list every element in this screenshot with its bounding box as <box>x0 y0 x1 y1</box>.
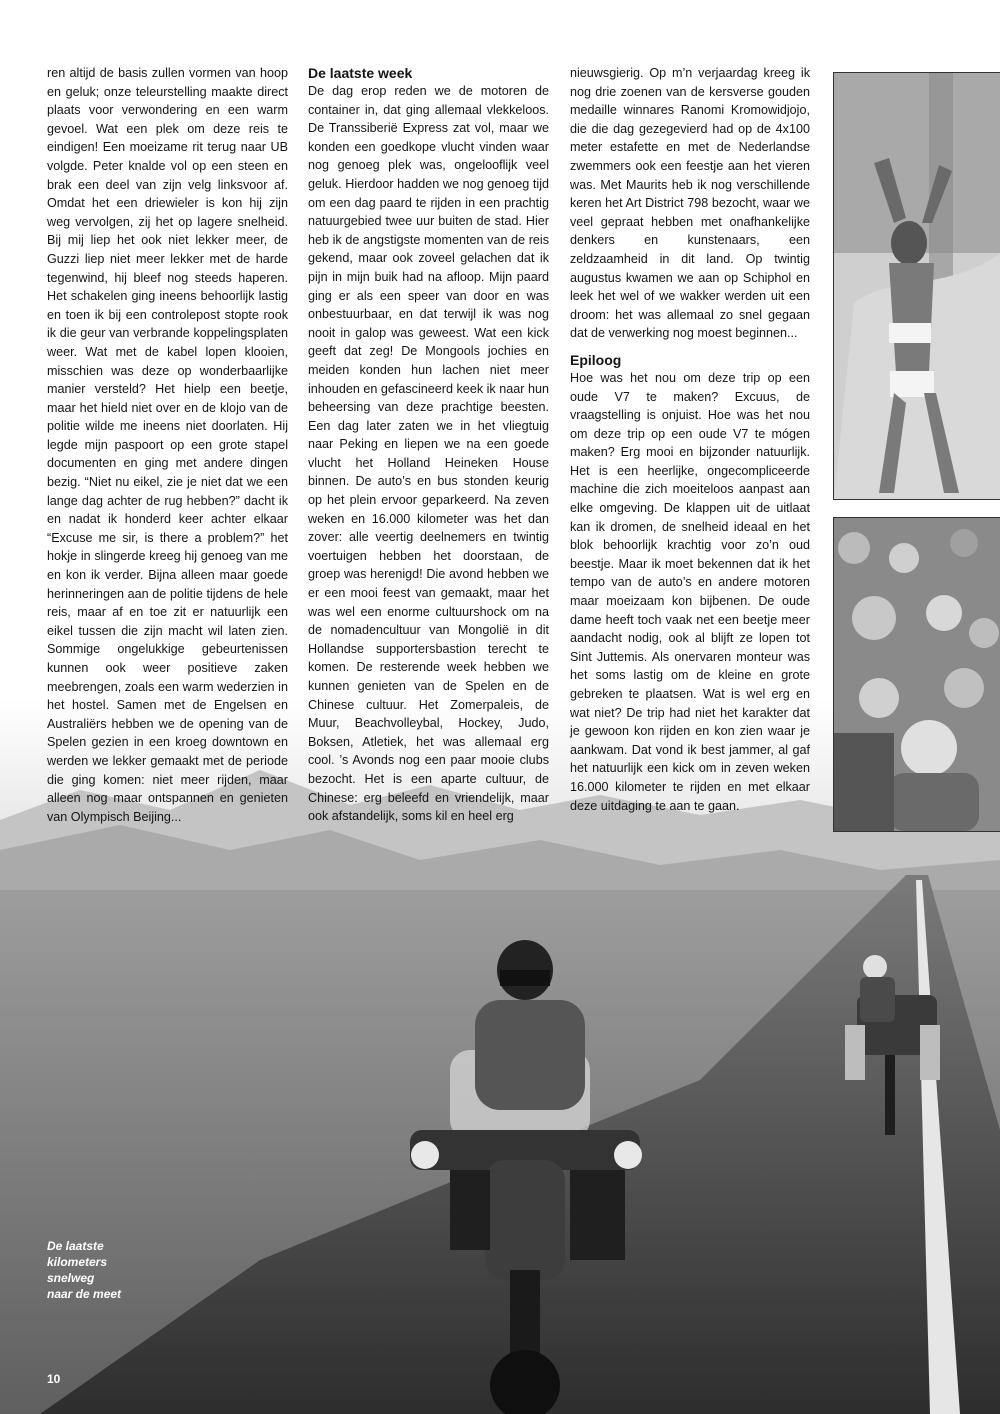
section-heading: Epiloog <box>570 351 622 368</box>
page-number: 10 <box>47 1372 61 1386</box>
caption-line: snelweg <box>47 1271 95 1285</box>
text-column-1 <box>47 64 288 826</box>
caption-line: kilometers <box>47 1255 108 1269</box>
text-column-3 <box>570 64 810 815</box>
text-column-2 <box>308 64 549 826</box>
section-heading: De laatste week <box>308 65 413 81</box>
caption-line: naar de meet <box>47 1287 122 1301</box>
body-paragraph: Hoe was het nou om deze trip op een oude V7 te maken? Excuus, de vraagstelling is onjuist. Hoe was het nou om deze trip op een oude V7 te mógen maken? Erg mooi en bijzonder natuurlijk. Het is een heerlijke, ongecompliceerde machine die zich moeiteloos aanpast aan elke omgeving. De klappen uit de uitlaat kan ik dromen, de snelheid ideaal en het blok behoorlijk krachtig voor zo’n oud beestje. Maar ik moet bekennen dat ik het tempo van de auto’s en andere motoren maar moeizaam kon bijbenen. De oude dame heeft toch vaak net een beetje meer aandacht nodig, ook al blijft ze lopen tot Sint Juttemis. Als onervaren monteur was het soms lastig om de kleine en grote gebreken te plaatsen. Wat is wel erg en wat niet? De trip had niet het karakter dat je gewoon kon rijden en kon zien waar je aankwam. Dat vond ik best jammer, al gaf het natuurlijk een kick om in zeven weken 16.000 kilometer te rijden en met elkaar deze uitdaging te aan te gaan. <box>570 370 810 813</box>
crowd-photo <box>833 517 1000 832</box>
body-paragraph: De dag erop reden we de motoren de container in, dat ging allemaal vlekkeloos. De Transsiberië Express zat vol, maar we konden een goedkope vlucht vinden waar nog genoeg plek was, ongelooflijk veel geluk. Hierdoor hadden we nog genoeg tijd om een dag paard te rijden in een prachtig natuurgebied twee uur buiten de stad. Hier heb ik de angstigste momenten van de reis gekend, maar ook zoveel gelachen dat ik pijn in mijn buik had na afloop. Mijn paard ging er als een speer van door en was onbestuurbaar, en dat terwijl ik was nog nooit in galop was geweest. Wat een kick geeft dat zeg! De Mongools jochies en meiden konden hun lachen niet meer inhouden en gefascineerd keek ik naar hun beheersing van deze prachtige beesten. Een dag later zaten we in het vliegtuig naar Peking en liepen we na een goede vlucht het Holland Heineken House binnen. De auto’s en bus stonden keurig op het plein ervoor geparkeerd. Na zeven weken en 16.000 kilometer was het dan zover: alle veertig deelnemers en twintig voertuigen hebben het doorstaan, de groep was herenigd! Die avond hebben we er een mooi feest van gemaakt, maar het was wel een enorme cultuurshock om na de nomadencultuur van Mongolië in dit Hollandse supportersbastion terecht te komen. De resterende week hebben we kunnen genieten van de Spelen en de Chinese cultuur. Het Zomerpaleis, de Muur, Beachvolleybal, Hockey, Judo, Boksen, Atletiek, het was allemaal erg cool. ’s Avonds nog een paar mooie clubs bezocht. Het is een aparte cultuur, de Chinese: erg beleefd en vriendelijk, maar ook afstandelijk, soms kil en heel erg <box>308 84 549 824</box>
body-paragraph: nieuwsgierig. Op m’n verjaardag kreeg ik nog drie zoenen van de kersverse gouden medaille winnares Ranomi Kromowidjojo, die die dag gezegevierd had op de 4x100 meter estafette en met de Nederlandse zwemmers ook een feestje aan het vieren was. Met Maurits heb ik nog verschillende keren het Art District 798 bezocht, waar we veel gepraat hebben met onafhankelijke denkers en kunstenaars, een zeldzaamheid in dit land. Op twintig augustus kwamen we aan op Schiphol en leek het wel of we wakker werden uit een droom: het was allemaal zo snel gegaan dat de verwerking nog moest beginnen... <box>570 66 810 341</box>
photo-caption <box>47 1238 147 1302</box>
caption-line: De laatste <box>47 1239 104 1253</box>
body-paragraph: ren altijd de basis zullen vormen van hoop en geluk; onze teleurstelling maakte direct plaats voor verwondering en een warm gevoel. Wat een plek om deze reis te eindigen! Een moeizame rit terug naar UB volgde. Peter knalde vol op een steen en brak een deel van zijn velg linksvoor af. Omdat het een driewieler is kon hij zijn weg vervolgen, zij het op lagere snelheid. Bij mij liep het ook niet lekker meer, de Guzzi liep niet meer lekker met de harde tegenwind, hij bleef nog steeds haperen. Het schakelen ging ineens behoorlijk lastig en toen ik bij een controlepost stopte rook ik die geur van verbrande koppelingsplaten weer. Wat met de kabel lopen klooien, misschien was deze op wonderbaarlijke manier versteld? Het hielp een beetje, maar het hield niet over en de klojo van de politie wilde me ineens niet doorlaten. Hij legde mijn paspoort op een grote stapel documenten en ging met andere dingen bezig. “Niet nu eikel, zie je niet dat we een lange dag achter de rug hebben?” dacht ik en nadat ik honderd keer achter elkaar “Excuse me sir, is there a problem?” het hokje in slingerde kreeg hij genoeg van me en kon ik verder. Bijna alleen maar goede herinneringen aan de politie tijdens de hele reis, maar af en toe zit er natuurlijk een eikel tussen die zijn macht wil laten zien. Sommige ongelukkige gebeurtenissen kunnen ook weer positieve zaken meebrengen, zoals een warm wederzien in het hostel. Samen met de Engelsen en Australiërs hebben we de opening van de Spelen gezien in een kroeg downtown en werden we lekker gemaakt met de periode die ging komen: niet meer rijden, maar alleen nog maar ontspannen en genieten van Olympisch Beijing... <box>47 66 288 824</box>
cheerleader-photo <box>833 72 1000 500</box>
